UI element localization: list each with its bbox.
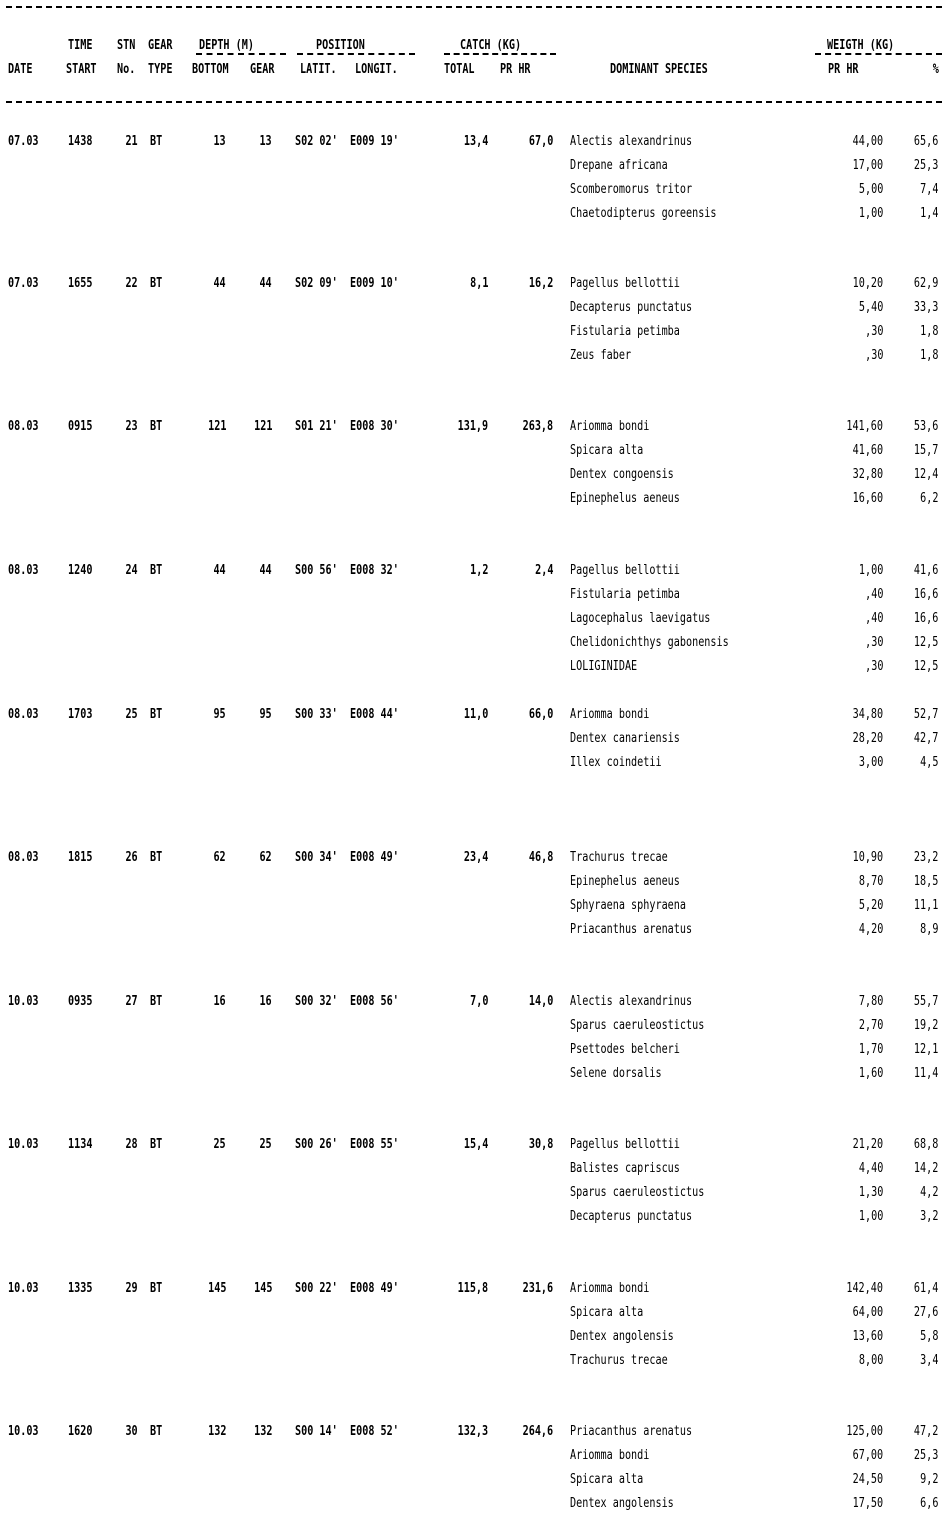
cell-date: 08.03 xyxy=(8,563,39,578)
species-percent: 68,8 xyxy=(913,1137,938,1152)
species-weight: 21,20 xyxy=(852,1137,883,1152)
species-weight: 32,80 xyxy=(852,467,883,482)
header-percent: % xyxy=(932,62,939,77)
species-percent: 55,7 xyxy=(913,994,938,1009)
species-percent: 16,6 xyxy=(913,587,938,602)
header-depth-gear: GEAR xyxy=(250,62,275,77)
top-rule xyxy=(6,6,942,8)
species-weight: 1,60 xyxy=(858,1066,883,1081)
species-weight: 16,60 xyxy=(852,491,883,506)
species-name: Dentex congoensis xyxy=(570,467,674,482)
species-name: Decapterus punctatus xyxy=(570,1209,693,1224)
species-weight: 1,30 xyxy=(858,1185,883,1200)
cell-longit: E008 32' xyxy=(350,563,399,578)
species-percent: 9,2 xyxy=(919,1472,938,1487)
cell-catch-prhr: 2,4 xyxy=(534,563,553,578)
cell-depth-bottom: 16 xyxy=(213,994,226,1009)
header-catch-group: CATCH (KG) xyxy=(460,38,522,53)
cell-stn: 28 xyxy=(125,1137,138,1152)
species-percent: 6,6 xyxy=(919,1496,938,1511)
cell-gear: BT xyxy=(150,563,163,578)
header-bottom: BOTTOM xyxy=(192,62,229,77)
header-stn-label: STN xyxy=(117,38,136,53)
species-percent: 1,8 xyxy=(919,348,938,363)
cell-date: 07.03 xyxy=(8,276,39,291)
species-weight: 5,00 xyxy=(858,182,883,197)
species-weight: ,30 xyxy=(864,324,883,339)
species-percent: 5,8 xyxy=(919,1329,938,1344)
cell-depth-gear: 16 xyxy=(259,994,272,1009)
header-no: No. xyxy=(117,62,136,77)
species-name: Ariomma bondi xyxy=(570,419,650,434)
species-percent: 25,3 xyxy=(913,1448,938,1463)
header-catch-prhr: PR HR xyxy=(500,62,531,77)
header-total: TOTAL xyxy=(444,62,475,77)
cell-catch-total: 132,3 xyxy=(457,1424,488,1439)
species-percent: 12,4 xyxy=(913,467,938,482)
species-weight: 34,80 xyxy=(852,707,883,722)
cell-catch-total: 15,4 xyxy=(463,1137,488,1152)
species-name: Priacanthus arenatus xyxy=(570,922,693,937)
cell-stn: 30 xyxy=(125,1424,138,1439)
species-weight: 2,70 xyxy=(858,1018,883,1033)
species-percent: 41,6 xyxy=(913,563,938,578)
weigth-underline xyxy=(815,53,942,55)
species-name: Balistes capriscus xyxy=(570,1161,680,1176)
species-weight: 3,00 xyxy=(858,755,883,770)
cell-date: 10.03 xyxy=(8,1281,39,1296)
species-name: Dentex angolensis xyxy=(570,1329,674,1344)
species-percent: 12,1 xyxy=(913,1042,938,1057)
cell-depth-bottom: 13 xyxy=(213,134,226,149)
header-latit: LATIT. xyxy=(300,62,337,77)
header-time-label: TIME xyxy=(68,38,93,53)
header-depth-group: DEPTH (M) xyxy=(199,38,254,53)
cell-time: 1438 xyxy=(68,134,93,149)
position-underline xyxy=(297,53,415,55)
cell-gear: BT xyxy=(150,134,163,149)
species-name: Sparus caeruleostictus xyxy=(570,1018,705,1033)
cell-longit: E008 30' xyxy=(350,419,399,434)
header-rule xyxy=(6,101,942,103)
species-weight: 5,40 xyxy=(858,300,883,315)
species-weight: 8,00 xyxy=(858,1353,883,1368)
cell-longit: E008 52' xyxy=(350,1424,399,1439)
cell-date: 07.03 xyxy=(8,134,39,149)
species-name: Decapterus punctatus xyxy=(570,300,693,315)
cell-catch-total: 1,2 xyxy=(469,563,488,578)
cell-date: 08.03 xyxy=(8,419,39,434)
cell-depth-bottom: 25 xyxy=(213,1137,226,1152)
header-gear-label: GEAR xyxy=(148,38,173,53)
cell-longit: E009 10' xyxy=(350,276,399,291)
species-percent: 25,3 xyxy=(913,158,938,173)
cell-time: 1240 xyxy=(68,563,93,578)
cell-date: 08.03 xyxy=(8,850,39,865)
species-weight: ,30 xyxy=(864,348,883,363)
species-weight: 5,20 xyxy=(858,898,883,913)
cell-time: 1335 xyxy=(68,1281,93,1296)
species-weight: 67,00 xyxy=(852,1448,883,1463)
cell-time: 1703 xyxy=(68,707,93,722)
cell-depth-gear: 25 xyxy=(259,1137,272,1152)
species-name: Sparus caeruleostictus xyxy=(570,1185,705,1200)
cell-latit: S00 14' xyxy=(295,1424,338,1439)
cell-depth-gear: 44 xyxy=(259,276,272,291)
species-weight: 28,20 xyxy=(852,731,883,746)
cell-catch-total: 11,0 xyxy=(463,707,488,722)
cell-catch-total: 8,1 xyxy=(469,276,488,291)
species-percent: 8,9 xyxy=(919,922,938,937)
species-name: Spicara alta xyxy=(570,1472,644,1487)
cell-gear: BT xyxy=(150,1281,163,1296)
species-name: Alectis alexandrinus xyxy=(570,994,693,1009)
cell-latit: S00 33' xyxy=(295,707,338,722)
cell-time: 0935 xyxy=(68,994,93,1009)
header-position-group: POSITION xyxy=(316,38,365,53)
species-name: LOLIGINIDAE xyxy=(570,659,638,674)
cell-latit: S00 56' xyxy=(295,563,338,578)
cell-depth-bottom: 121 xyxy=(207,419,226,434)
species-percent: 1,4 xyxy=(919,206,938,221)
species-weight: 17,00 xyxy=(852,158,883,173)
species-name: Psettodes belcheri xyxy=(570,1042,680,1057)
cell-time: 1655 xyxy=(68,276,93,291)
cell-latit: S00 26' xyxy=(295,1137,338,1152)
cell-time: 1134 xyxy=(68,1137,93,1152)
species-percent: 27,6 xyxy=(913,1305,938,1320)
cell-depth-bottom: 132 xyxy=(207,1424,226,1439)
species-name: Epinephelus aeneus xyxy=(570,491,680,506)
species-name: Scomberomorus tritor xyxy=(570,182,693,197)
species-weight: 1,00 xyxy=(858,563,883,578)
cell-stn: 27 xyxy=(125,994,138,1009)
species-percent: 53,6 xyxy=(913,419,938,434)
cell-stn: 29 xyxy=(125,1281,138,1296)
cell-stn: 26 xyxy=(125,850,138,865)
species-percent: 12,5 xyxy=(913,635,938,650)
species-weight: 64,00 xyxy=(852,1305,883,1320)
species-percent: 11,4 xyxy=(913,1066,938,1081)
species-name: Ariomma bondi xyxy=(570,707,650,722)
species-weight: ,30 xyxy=(864,659,883,674)
species-weight: 125,00 xyxy=(846,1424,883,1439)
cell-longit: E008 55' xyxy=(350,1137,399,1152)
species-percent: 15,7 xyxy=(913,443,938,458)
cell-date: 10.03 xyxy=(8,1137,39,1152)
cell-catch-prhr: 263,8 xyxy=(522,419,553,434)
species-name: Trachurus trecae xyxy=(570,850,668,865)
cell-time: 0915 xyxy=(68,419,93,434)
cell-latit: S02 09' xyxy=(295,276,338,291)
cell-catch-prhr: 66,0 xyxy=(528,707,553,722)
species-percent: 6,2 xyxy=(919,491,938,506)
species-percent: 14,2 xyxy=(913,1161,938,1176)
species-percent: 33,3 xyxy=(913,300,938,315)
cell-latit: S00 22' xyxy=(295,1281,338,1296)
species-weight: 17,50 xyxy=(852,1496,883,1511)
species-percent: 3,2 xyxy=(919,1209,938,1224)
cell-gear: BT xyxy=(150,276,163,291)
species-percent: 18,5 xyxy=(913,874,938,889)
header-weigth-group: WEIGTH (KG) xyxy=(827,38,895,53)
cell-date: 08.03 xyxy=(8,707,39,722)
cell-gear: BT xyxy=(150,994,163,1009)
species-name: Drepane africana xyxy=(570,158,668,173)
cell-gear: BT xyxy=(150,1424,163,1439)
species-name: Selene dorsalis xyxy=(570,1066,662,1081)
cell-latit: S02 02' xyxy=(295,134,338,149)
species-name: Ariomma bondi xyxy=(570,1281,650,1296)
species-percent: 23,2 xyxy=(913,850,938,865)
cell-date: 10.03 xyxy=(8,994,39,1009)
cell-gear: BT xyxy=(150,707,163,722)
cell-catch-prhr: 14,0 xyxy=(528,994,553,1009)
cell-catch-total: 115,8 xyxy=(457,1281,488,1296)
species-percent: 61,4 xyxy=(913,1281,938,1296)
species-name: Spicara alta xyxy=(570,1305,644,1320)
species-name: Epinephelus aeneus xyxy=(570,874,680,889)
species-name: Dentex canariensis xyxy=(570,731,680,746)
species-name: Alectis alexandrinus xyxy=(570,134,693,149)
species-percent: 52,7 xyxy=(913,707,938,722)
species-name: Ariomma bondi xyxy=(570,1448,650,1463)
cell-depth-bottom: 62 xyxy=(213,850,226,865)
cell-stn: 25 xyxy=(125,707,138,722)
species-name: Priacanthus arenatus xyxy=(570,1424,693,1439)
species-weight: 141,60 xyxy=(846,419,883,434)
header-weigth-prhr: PR HR xyxy=(828,62,859,77)
species-percent: 4,5 xyxy=(919,755,938,770)
cell-catch-total: 23,4 xyxy=(463,850,488,865)
species-weight: ,40 xyxy=(864,587,883,602)
cell-catch-prhr: 30,8 xyxy=(528,1137,553,1152)
species-weight: 13,60 xyxy=(852,1329,883,1344)
cell-depth-bottom: 145 xyxy=(207,1281,226,1296)
species-weight: 1,00 xyxy=(858,206,883,221)
species-weight: ,30 xyxy=(864,635,883,650)
cell-depth-gear: 95 xyxy=(259,707,272,722)
header-date: DATE xyxy=(8,62,33,77)
species-weight: 4,40 xyxy=(858,1161,883,1176)
species-name: Sphyraena sphyraena xyxy=(570,898,687,913)
species-weight: 10,90 xyxy=(852,850,883,865)
species-name: Pagellus bellottii xyxy=(570,276,680,291)
species-percent: 7,4 xyxy=(919,182,938,197)
species-name: Pagellus bellottii xyxy=(570,1137,680,1152)
cell-catch-prhr: 46,8 xyxy=(528,850,553,865)
species-percent: 19,2 xyxy=(913,1018,938,1033)
header-dominant-species: DOMINANT SPECIES xyxy=(610,62,708,77)
species-name: Fistularia petimba xyxy=(570,324,680,339)
cell-stn: 23 xyxy=(125,419,138,434)
species-percent: 47,2 xyxy=(913,1424,938,1439)
species-name: Illex coindetii xyxy=(570,755,662,770)
species-percent: 65,6 xyxy=(913,134,938,149)
cell-depth-gear: 121 xyxy=(253,419,272,434)
cell-latit: S01 21' xyxy=(295,419,338,434)
species-name: Fistularia petimba xyxy=(570,587,680,602)
species-name: Chelidonichthys gabonensis xyxy=(570,635,729,650)
species-percent: 1,8 xyxy=(919,324,938,339)
header-start: START xyxy=(66,62,97,77)
species-weight: 44,00 xyxy=(852,134,883,149)
header-longit: LONGIT. xyxy=(355,62,398,77)
cell-depth-gear: 13 xyxy=(259,134,272,149)
species-name: Lagocephalus laevigatus xyxy=(570,611,711,626)
cell-stn: 24 xyxy=(125,563,138,578)
cell-longit: E008 56' xyxy=(350,994,399,1009)
cell-stn: 21 xyxy=(125,134,138,149)
species-weight: 10,20 xyxy=(852,276,883,291)
cell-depth-bottom: 95 xyxy=(213,707,226,722)
species-name: Chaetodipterus goreensis xyxy=(570,206,717,221)
header-type: TYPE xyxy=(148,62,173,77)
cell-gear: BT xyxy=(150,850,163,865)
cell-latit: S00 34' xyxy=(295,850,338,865)
cell-time: 1620 xyxy=(68,1424,93,1439)
cell-depth-gear: 132 xyxy=(253,1424,272,1439)
cell-depth-gear: 62 xyxy=(259,850,272,865)
species-name: Trachurus trecae xyxy=(570,1353,668,1368)
cell-depth-gear: 145 xyxy=(253,1281,272,1296)
cell-date: 10.03 xyxy=(8,1424,39,1439)
cell-gear: BT xyxy=(150,1137,163,1152)
cell-catch-prhr: 67,0 xyxy=(528,134,553,149)
cell-catch-prhr: 264,6 xyxy=(522,1424,553,1439)
species-weight: 7,80 xyxy=(858,994,883,1009)
cell-depth-gear: 44 xyxy=(259,563,272,578)
species-weight: 8,70 xyxy=(858,874,883,889)
species-weight: 41,60 xyxy=(852,443,883,458)
species-percent: 4,2 xyxy=(919,1185,938,1200)
cell-depth-bottom: 44 xyxy=(213,563,226,578)
cell-catch-total: 13,4 xyxy=(463,134,488,149)
species-name: Zeus faber xyxy=(570,348,632,363)
depth-underline xyxy=(196,53,286,55)
cell-longit: E008 49' xyxy=(350,850,399,865)
species-percent: 62,9 xyxy=(913,276,938,291)
species-weight: 1,00 xyxy=(858,1209,883,1224)
catch-underline xyxy=(444,53,556,55)
species-weight: 4,20 xyxy=(858,922,883,937)
species-percent: 42,7 xyxy=(913,731,938,746)
species-weight: 1,70 xyxy=(858,1042,883,1057)
cell-time: 1815 xyxy=(68,850,93,865)
species-percent: 3,4 xyxy=(919,1353,938,1368)
cell-catch-total: 7,0 xyxy=(469,994,488,1009)
cell-gear: BT xyxy=(150,419,163,434)
cell-catch-total: 131,9 xyxy=(457,419,488,434)
cell-longit: E008 49' xyxy=(350,1281,399,1296)
species-name: Pagellus bellottii xyxy=(570,563,680,578)
species-weight: ,40 xyxy=(864,611,883,626)
species-percent: 16,6 xyxy=(913,611,938,626)
cell-catch-prhr: 231,6 xyxy=(522,1281,553,1296)
species-percent: 12,5 xyxy=(913,659,938,674)
cell-longit: E009 19' xyxy=(350,134,399,149)
species-weight: 24,50 xyxy=(852,1472,883,1487)
cell-depth-bottom: 44 xyxy=(213,276,226,291)
species-percent: 11,1 xyxy=(913,898,938,913)
cell-longit: E008 44' xyxy=(350,707,399,722)
cell-latit: S00 32' xyxy=(295,994,338,1009)
species-weight: 142,40 xyxy=(846,1281,883,1296)
cell-catch-prhr: 16,2 xyxy=(528,276,553,291)
species-name: Dentex angolensis xyxy=(570,1496,674,1511)
species-name: Spicara alta xyxy=(570,443,644,458)
cell-stn: 22 xyxy=(125,276,138,291)
